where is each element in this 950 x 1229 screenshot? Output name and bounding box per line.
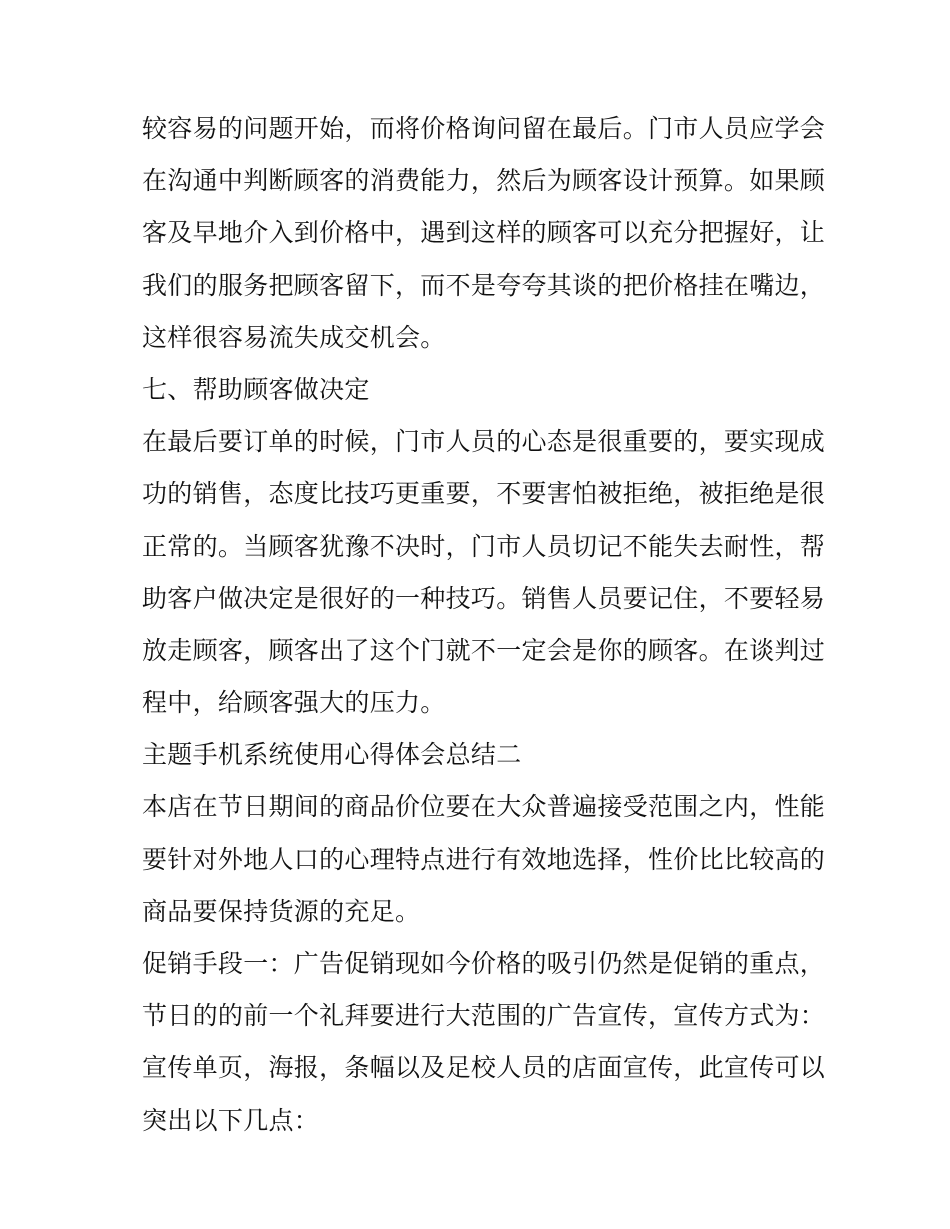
section-heading: 七、帮助顾客做决定 xyxy=(142,374,370,404)
text-line: 助客户做决定是很好的一种技巧。销售人员要记住，不要轻易 xyxy=(142,583,826,613)
text-line: 宣传单页，海报，条幅以及足校人员的店面宣传，此宣传可以 xyxy=(142,1053,826,1083)
text-line: 在沟通中判断顾客的消费能力，然后为顾客设计预算。如果顾 xyxy=(142,166,826,196)
text-line: 正常的。当顾客犹豫不决时，门市人员切记不能失去耐性，帮 xyxy=(142,531,826,561)
text-line: 在最后要订单的时候，门市人员的心态是很重要的，要实现成 xyxy=(142,427,826,457)
text-line: 节日的的前一个礼拜要进行大范围的广告宣传，宣传方式为： xyxy=(142,1001,826,1031)
text-line: 较容易的问题开始，而将价格询问留在最后。门市人员应学会 xyxy=(142,114,826,143)
text-line: 突出以下几点： xyxy=(142,1105,320,1135)
text-line: 促销手段一：广告促销现如今价格的吸引仍然是促销的重点， xyxy=(142,949,826,978)
text-line: 商品要保持货源的充足。 xyxy=(142,896,421,926)
text-line: 放走顾客，顾客出了这个门就不一定会是你的顾客。在谈判过 xyxy=(142,635,826,665)
section-heading: 主题手机系统使用心得体会总结二 xyxy=(142,740,522,770)
text-line: 要针对外地人口的心理特点进行有效地选择，性价比比较高的 xyxy=(142,844,826,874)
text-line: 本店在节日期间的商品价位要在大众普遍接受范围之内，性能 xyxy=(142,792,826,822)
text-line: 客及早地介入到价格中，遇到这样的顾客可以充分把握好，让 xyxy=(142,218,826,248)
text-line: 我们的服务把顾客留下，而不是夸夸其谈的把价格挂在嘴边， xyxy=(142,270,826,300)
text-line: 程中，给顾客强大的压力。 xyxy=(142,688,446,718)
text-line: 这样很容易流失成交机会。 xyxy=(142,322,446,352)
document-body xyxy=(142,103,826,1147)
text-line: 功的销售，态度比技巧更重要，不要害怕被拒绝，被拒绝是很 xyxy=(142,479,826,509)
